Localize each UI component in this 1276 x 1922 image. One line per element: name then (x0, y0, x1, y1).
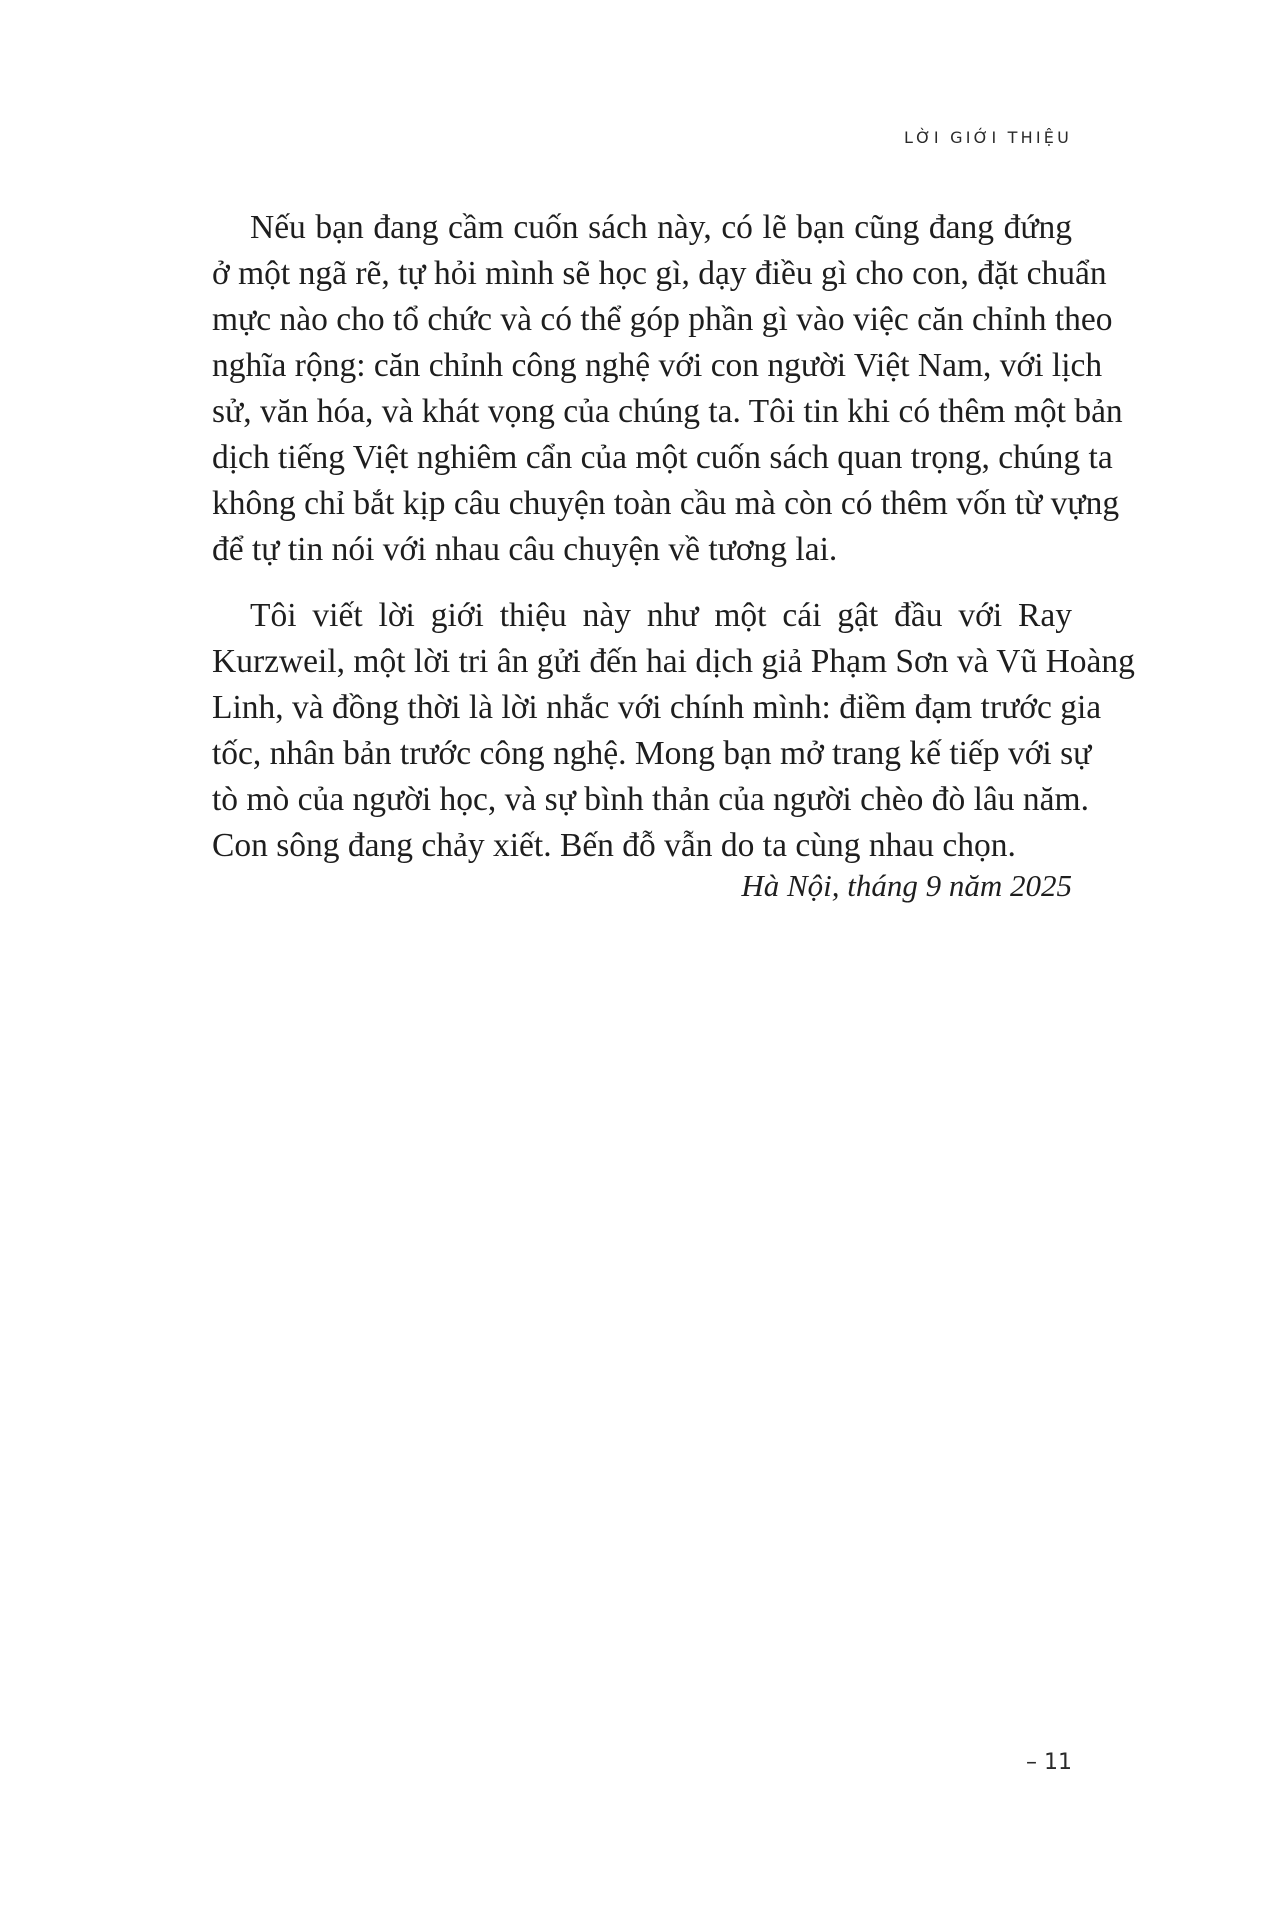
text-line: Linh, và đồng thời là lời nhắc với chính mình: điềm đạm trước gia (212, 689, 1102, 726)
text-line: tốc, nhân bản trước công nghệ. Mong bạn mở trang kế tiếp với sự (212, 735, 1092, 772)
text-line: mực nào cho tổ chức và có thể góp phần gì vào việc căn chỉnh theo (212, 301, 1113, 338)
body-text (212, 205, 1135, 869)
text-line: sử, văn hóa, và khát vọng của chúng ta. Tôi tin khi có thêm một bản (212, 393, 1123, 430)
text-line: ở một ngã rẽ, tự hỏi mình sẽ học gì, dạy điều gì cho con, đặt chuẩn (212, 255, 1107, 292)
page-number: – 11 (1026, 1750, 1072, 1775)
text-line: nghĩa rộng: căn chỉnh công nghệ với con người Việt Nam, với lịch (212, 347, 1103, 384)
text-line: không chỉ bắt kịp câu chuyện toàn cầu mà còn có thêm vốn từ vựng (212, 485, 1120, 522)
running-header: LỜI GIỚI THIỆU (903, 128, 1072, 147)
text-line: Tôi viết lời giới thiệu này như một cái gật đầu với Ray (250, 597, 1072, 634)
place-date-signature: Hà Nội, tháng 9 năm 2025 (741, 868, 1072, 903)
text-line: dịch tiếng Việt nghiêm cẩn của một cuốn sách quan trọng, chúng ta (212, 439, 1113, 476)
text-line: Nếu bạn đang cầm cuốn sách này, có lẽ bạn cũng đang đứng (250, 209, 1072, 246)
text-line: Kurzweil, một lời tri ân gửi đến hai dịch giả Phạm Sơn và Vũ Hoàng (212, 643, 1135, 680)
text-line: Con sông đang chảy xiết. Bến đỗ vẫn do ta cùng nhau chọn. (212, 827, 1016, 864)
text-line: tò mò của người học, và sự bình thản của người chèo đò lâu năm. (212, 781, 1089, 818)
text-line: để tự tin nói với nhau câu chuyện về tương lai. (212, 531, 838, 568)
paragraph (212, 205, 1123, 573)
paragraph (212, 593, 1135, 869)
